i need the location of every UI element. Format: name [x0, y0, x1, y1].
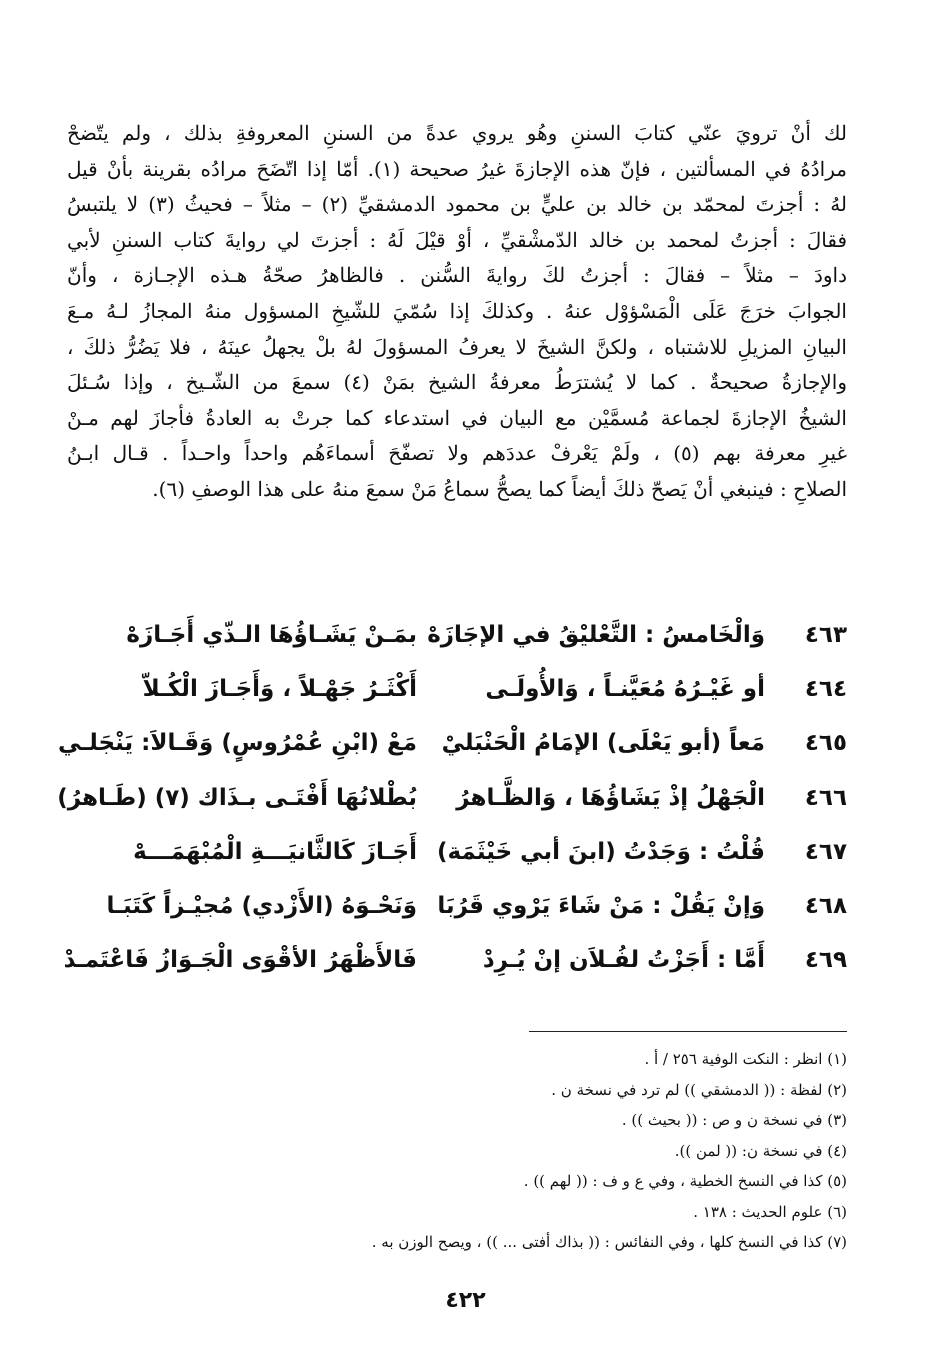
verse-number: ٤٦٨	[804, 892, 847, 919]
footnote: (٦) علوم الحديث : ١٣٨ .	[693, 1202, 847, 1221]
verse-number: ٤٦٤	[804, 676, 847, 703]
verse-second-hemistich: مَعْ (ابْنِ عُمْرُوسٍ) وَقَـالاَ: يَنْجَلـي	[58, 730, 417, 757]
prose-line: مرادُهُ في المسألتين ، فإنّ هذه الإجازةَ غيرُ صحيحة (١). أمّا إذا اتّضَحَ مرادُه بقرينة بأنْ قيل	[67, 156, 847, 181]
verse-row	[63, 937, 847, 991]
verse-first-hemistich: وَالْخَامسُ : التَّعْليْقُ في الإجَازَهْ	[427, 622, 765, 648]
verse-second-hemistich: بُطْلانُهَا أَفْتَـى بـذَاك (٧) (طَـاهرُ)	[57, 784, 417, 811]
page-number: ٤٢٢	[445, 1288, 486, 1313]
verse-number: ٤٦٦	[804, 784, 847, 811]
verse-first-hemistich: وَإنْ يَقُلْ : مَنْ شَاءَ يَرْوي قَرُبَا	[437, 892, 765, 919]
verse-first-hemistich: أو غَيْـرُهُ مُعَيَّنـاً ، وَالأُولَـى	[485, 676, 765, 703]
verse-second-hemistich: أَكْثَـرُ جَهْـلاً ، وَأَجَـازَ الْكُـلاّ	[142, 676, 417, 703]
verse-number: ٤٦٩	[804, 947, 847, 974]
footnote: (٥) كذا في النسخ الخطية ، وفي ع و ف : (( لهم )) .	[523, 1172, 847, 1190]
verse-number: ٤٦٥	[804, 730, 847, 757]
verse-first-hemistich: الْجَهْلُ إذْ يَشَاؤُهَا ، وَالظَّـاهرُ	[456, 784, 765, 811]
verse-row	[67, 666, 847, 720]
prose-line: فقالَ : أجزتُ لمحمد بن خالد الدّمشْقيِّ ، أوْ قيْلَ لَهُ : أجزتَ لي روايةَ كتاب السننِ لأبي	[67, 227, 848, 252]
prose-line: البيانِ المزيلِ للاشتباه ، ولكنَّ الشيخَ لا يعرفُ المسؤولَ لهُ بلْ يجهلُ عينَهُ ، فلا يَضُرُّ ذلكَ ،	[67, 334, 847, 359]
footnote: (٤) في نسخة ن: (( لمن )).	[674, 1141, 847, 1160]
prose-line: الصلاحِ : فينبغي أنْ يَصحّ ذلكَ أيضاً كما يصحُّ سماعُ مَنْ سمعَ منهُ على هذا الوصفِ (٦).	[152, 476, 847, 501]
prose-line: الجوابَ خرَجَ عَلَى الْمَسْؤوْل عنهُ . وكذلكَ إذا سُمّيَ للشّيخِ المسؤول منهُ المجازُ لـهُ مـعَ	[67, 298, 847, 323]
verse-row	[58, 720, 847, 774]
verse-number: ٤٦٧	[804, 838, 847, 865]
verse-second-hemistich: وَنَحْـوَهُ (الأَزْدي) مُجيْـزاً كَتَبَـا	[106, 892, 417, 919]
footnote: (٧) كذا في النسخ كلها ، وفي النفائس : (( بذاك أفتى ... )) ، ويصح الوزن به .	[371, 1233, 847, 1251]
verse-first-hemistich: أَمَّا : أَجَزْتُ لفُـلاَن إنْ يُـرِدْ	[482, 947, 765, 974]
footnote: (١) انظر : النكت الوفية ٢٥٦ / أ .	[644, 1050, 847, 1068]
verse-second-hemistich: فَالأَظْهَرُ الأقْوَى الْجَـوَازُ فَاعْتَمـدْ	[63, 947, 417, 974]
verse-list	[57, 612, 847, 991]
verse-row	[67, 829, 847, 883]
verse-row	[67, 612, 847, 666]
verse-second-hemistich: أَجَـازَ كَالثَّانيَـــةِ الْمُبْهَمَـــهْ	[133, 838, 417, 865]
prose-line: غيرِ معرفة بهم (٥) ، ولَمْ يَعْرفْ عددَهم ولا تصفّحَ أسماءَهُم واحداً واحـداً . قـال ابـنُ	[67, 441, 847, 466]
prose-line: لك أنْ ترويَ عنّي كتابَ السننِ وهُو يروي عدةً من السننِ المعروفةِ بذلك ، ولم يتّضحْ	[67, 121, 847, 145]
prose-line: داودَ – مثلاً – فقالَ : أجزتُ لكَ روايةَ السُّنن . فالظاهرُ صحّةُ هـذه الإجـازة ، وأنّ	[67, 263, 847, 288]
footnote: (٣) في نسخة ن و ص : (( بحيث )) .	[621, 1111, 847, 1129]
prose-line: لهُ : أجزتَ لمحمّد بن خالد بن عليٍّ بن محمود الدمشقيِّ (٢) – مثلاً – فحيثُ (٣) لا يلتبسُ	[67, 192, 848, 217]
verse-second-hemistich: بمَـنْ يَشَـاؤُهَا الـذّي أَجَـازَهْ	[126, 622, 417, 648]
footnote-divider	[529, 1031, 847, 1032]
verse-row	[67, 883, 847, 937]
prose-paragraph	[67, 116, 847, 508]
prose-line: الشيخُ الإجازةَ لجماعة مُسمَّيْن مع البيان في استدعاء كما جرتْ به العادةُ فأجازَ لهم مـنْ	[67, 405, 847, 430]
footnote: (٢) لفظة : (( الدمشقي )) لم ترد في نسخة ن .	[551, 1080, 847, 1099]
verse-first-hemistich: قُلْتُ : وَجَدْتُ (ابنَ أبي خَيْثَمَة)	[436, 838, 765, 865]
verse-row	[57, 775, 847, 829]
verse-number: ٤٦٣	[804, 622, 847, 648]
footnotes	[67, 1044, 847, 1258]
prose-line: والإجازةُ صحيحةٌ . كما لا يُشترَطُ معرفةُ الشيخ بمَنْ (٤) سمعَ من الشّـيخ ، وإذا سُـئلَ	[67, 370, 848, 395]
verse-first-hemistich: مَعاً (أبو يَعْلَى) الإمَامُ الْحَنْبَليْ	[441, 730, 765, 757]
